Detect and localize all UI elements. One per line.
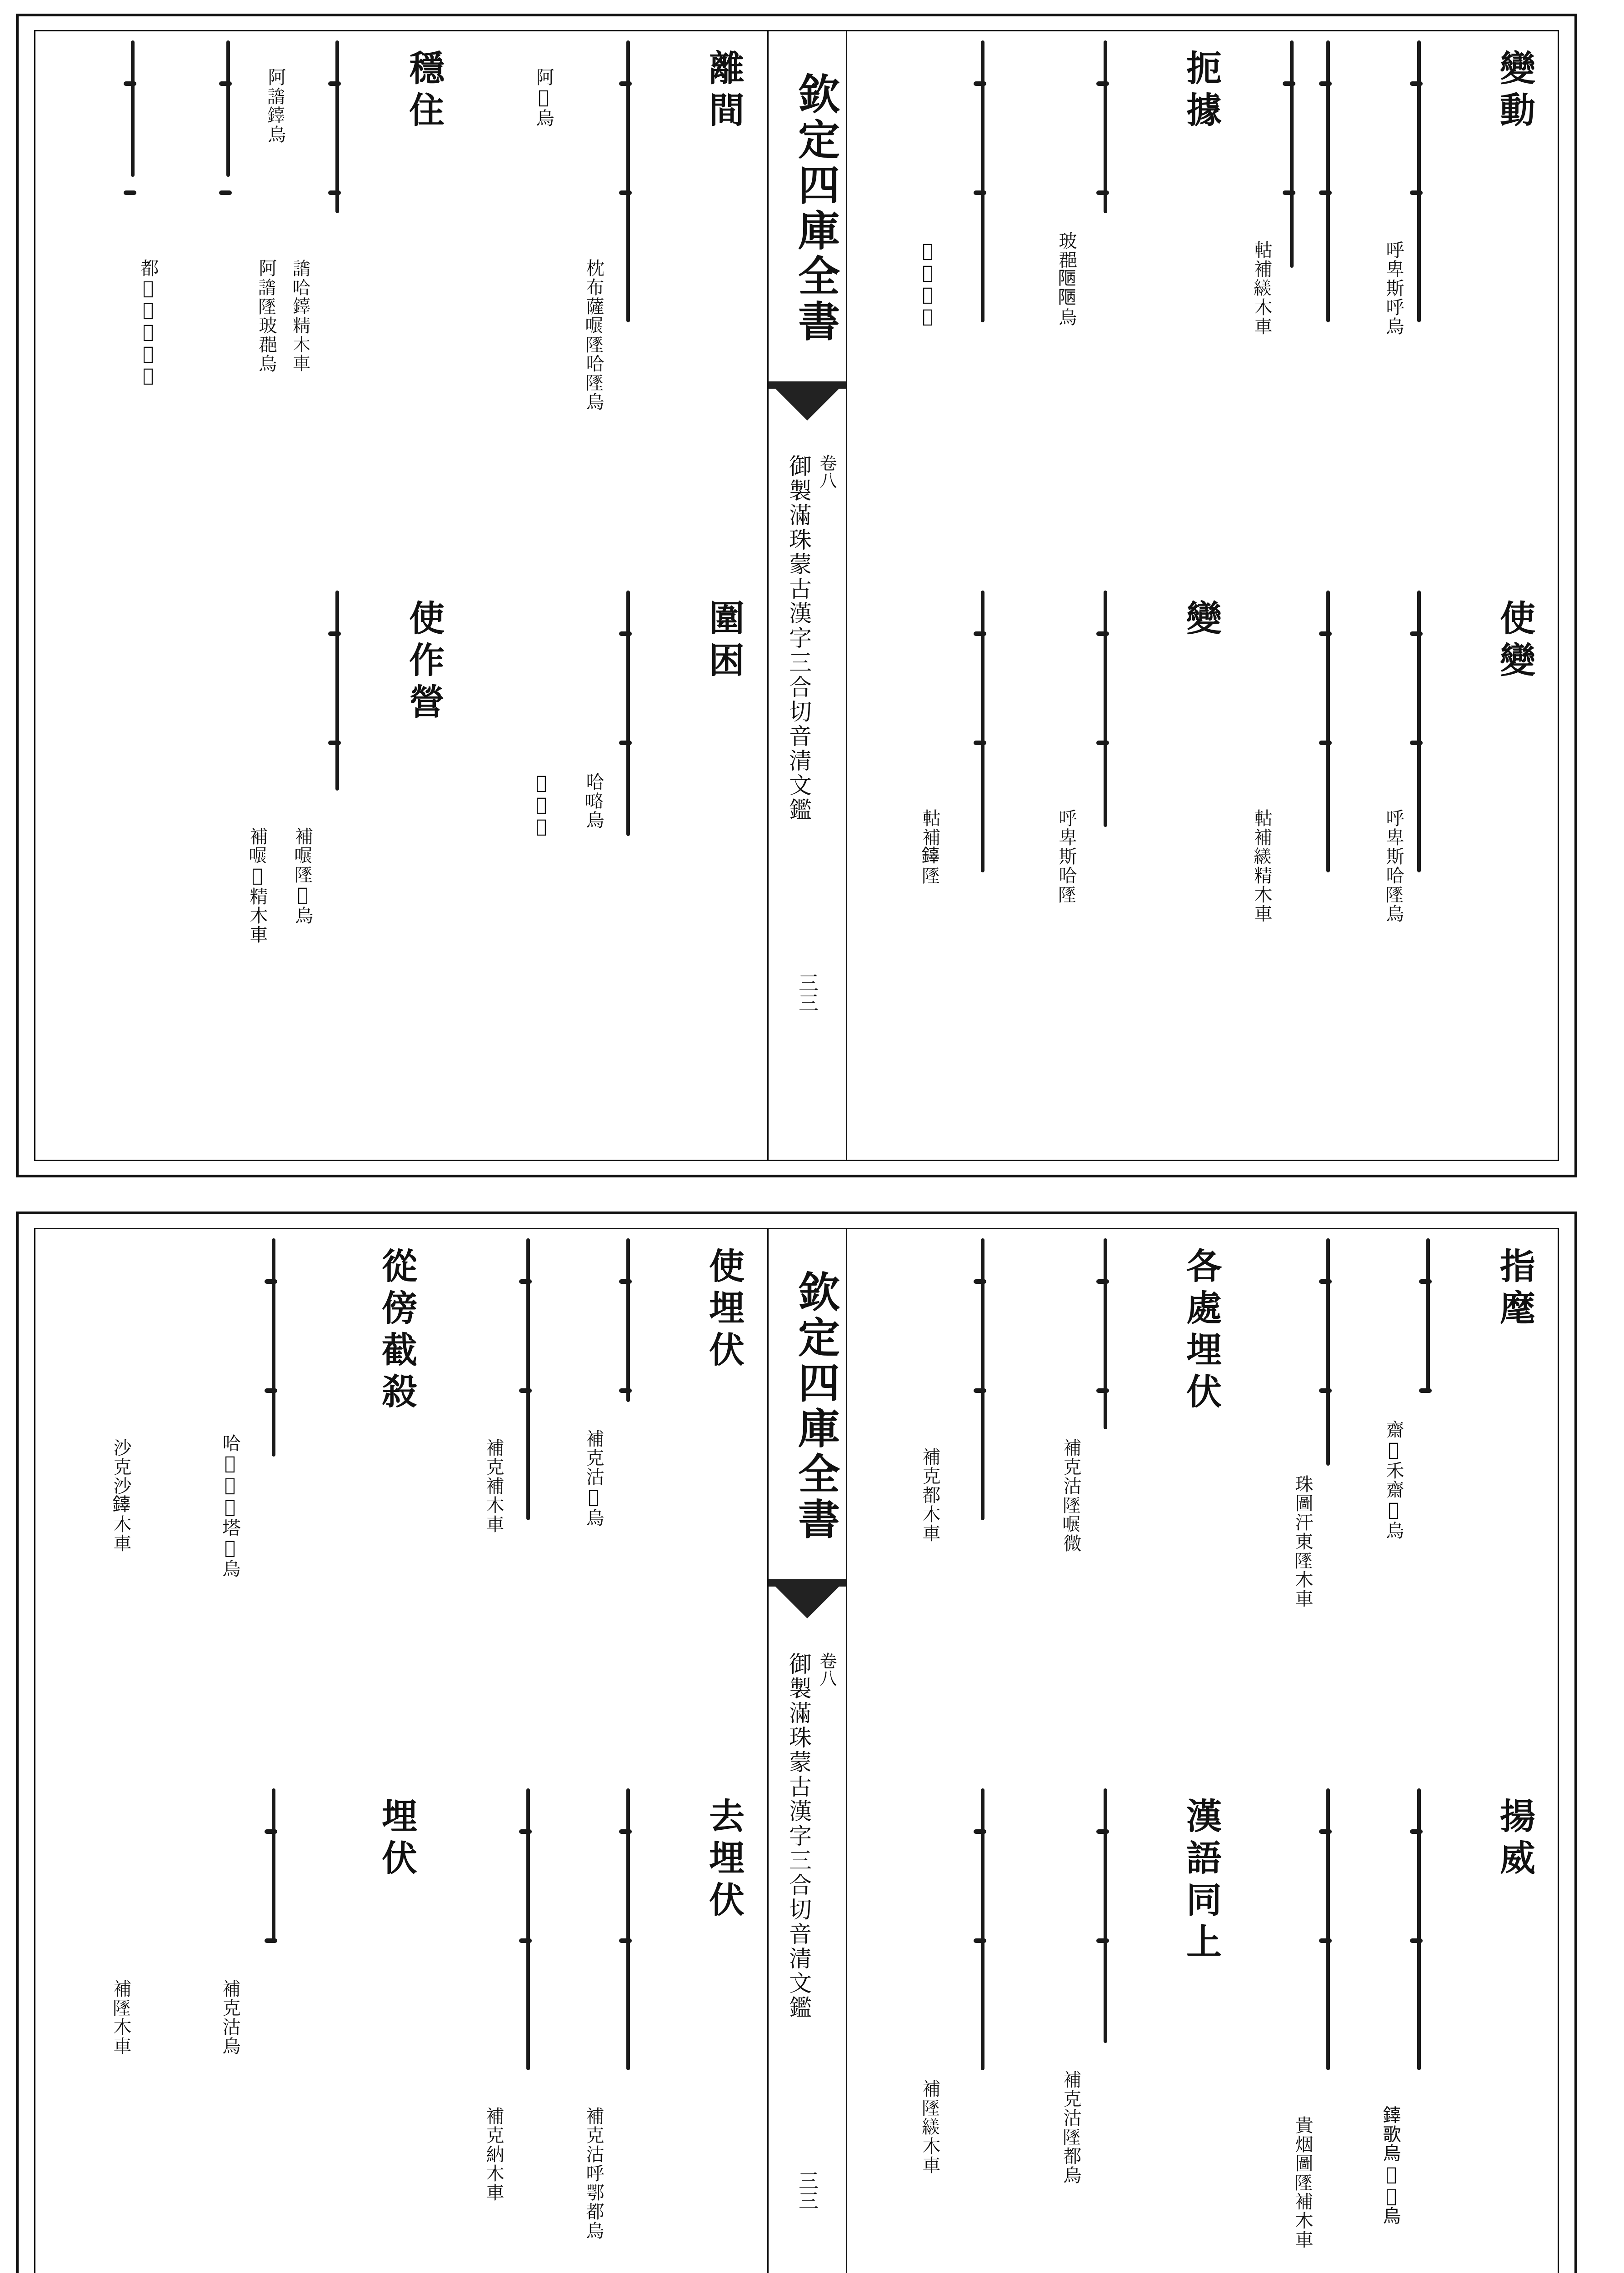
top-page (16, 14, 1577, 1177)
headword: 指麾 (1494, 1247, 1535, 1331)
gloss: 都𨫴𨻐𧫐𧫐𥒃 (138, 259, 159, 387)
gloss: 補克沽烏 (220, 1979, 240, 2056)
headword: 變 (1180, 600, 1222, 641)
gloss: 補𨻐木車 (110, 1979, 131, 2056)
manchu-script (981, 1788, 984, 2070)
headword: 圍困 (703, 600, 745, 683)
entry (1235, 1788, 1372, 2273)
entry (1381, 1788, 1544, 2273)
gloss: 補克沽呼鄂都烏 (583, 2107, 604, 2240)
manchu-script (626, 1238, 630, 1402)
entry (1060, 1788, 1231, 2273)
gloss: 呼卑斯呼烏 (1383, 240, 1404, 336)
gloss: 呼卑斯哈𨻐烏 (1383, 809, 1404, 923)
top-page-frame (34, 30, 1559, 1161)
spine-page-number: 三三 (795, 972, 818, 1012)
spine-book-title: 御製滿珠蒙古漢字三合切音清文鑑 (785, 1652, 812, 2020)
manchu-script (981, 1238, 984, 1520)
gloss: 補𠹖𨻐𨫴烏 (292, 827, 313, 925)
gloss: 阿𧫐𨻐玻𨛦烏 (256, 259, 277, 373)
gloss: 補克都木車 (919, 1447, 940, 1543)
gloss: 軲補𨬟𨻐 (919, 809, 940, 885)
manchu-script (1417, 591, 1421, 872)
manchu-script (526, 1238, 530, 1520)
manchu-script (226, 40, 230, 177)
manchu-script (1326, 591, 1330, 872)
spine-volume: 卷八 (817, 454, 837, 489)
entry (110, 1238, 426, 1738)
gloss: 補克沽𨫴烏 (583, 1429, 604, 1527)
headword: 揚威 (1494, 1797, 1535, 1881)
spine-title: 欽定四庫全書 (791, 72, 840, 345)
gloss: 哈𨫴𨻐𧫐塔𨻐烏 (220, 1434, 240, 1578)
bottom-page (16, 1212, 1577, 2273)
spine-book-title: 御製滿珠蒙古漢字三合切音清文鑑 (785, 454, 812, 822)
manchu-script (1326, 40, 1330, 322)
manchu-script (1326, 1788, 1330, 2070)
gloss: 補克納木車 (483, 2107, 504, 2202)
entry (531, 591, 754, 1091)
entry (533, 40, 754, 541)
top-spine (767, 31, 847, 1160)
manchu-script (335, 591, 339, 791)
manchu-script (1290, 40, 1294, 268)
manchu-script (1326, 1238, 1330, 1466)
manchu-script (981, 40, 984, 322)
fish-tail-ornament (769, 1579, 846, 1634)
manchu-script (1104, 40, 1107, 213)
entry (583, 1788, 754, 2273)
gloss: 沙克沙𨬟木車 (110, 1438, 131, 1553)
spine-title: 欽定四庫全書 (791, 1270, 840, 1543)
manchu-script (335, 40, 339, 213)
manchu-script (131, 40, 135, 177)
entry (1056, 40, 1231, 541)
bottom-spine (767, 1229, 847, 2273)
gloss: 珠圖汗東𨻐木車 (1292, 1475, 1313, 1608)
gloss: 貴烟圖𨻐補木車 (1292, 2116, 1313, 2249)
gloss: 補克沽𨻐都烏 (1060, 2070, 1081, 2185)
gloss: 阿𨫴烏 (533, 68, 554, 128)
manchu-script (626, 591, 630, 836)
gloss: 玻𨛦𨹟𨹟烏 (1056, 231, 1077, 327)
gloss: 補𠹖𨫴精木車 (247, 827, 268, 944)
entry (247, 591, 454, 1091)
headword: 從傍截殺 (376, 1247, 417, 1415)
manchu-script (1104, 591, 1107, 827)
manchu-script (1104, 1238, 1107, 1429)
gloss: 𨬟歌烏𨫴𠹖烏 (1381, 2107, 1402, 2227)
headword: 使作營 (403, 600, 445, 725)
spine-volume: 卷八 (817, 1652, 837, 1687)
entry (1235, 40, 1372, 541)
entry (1056, 591, 1231, 1091)
manchu-script (1104, 1788, 1107, 2043)
entry (1235, 591, 1372, 1091)
headword: 去埋伏 (703, 1797, 745, 1923)
manchu-script (272, 1788, 275, 1943)
gloss: 𧫐哈𨬟精木車 (290, 259, 311, 373)
entry (890, 1788, 1026, 2273)
entry (1235, 1238, 1372, 1738)
entry (435, 1788, 572, 2273)
entry (1383, 591, 1544, 1091)
manchu-script (981, 591, 984, 872)
entry (1060, 1238, 1231, 1738)
manchu-script (526, 1788, 530, 2070)
entry (110, 1788, 426, 2273)
headword: 使變 (1494, 600, 1535, 683)
entry (890, 40, 1026, 541)
gloss: 枕布薩𠹖𨻐哈𨻐烏 (583, 259, 604, 411)
headword: 扼據 (1180, 50, 1222, 133)
headword: 變動 (1494, 50, 1535, 133)
gloss: 軲補𦆀精木車 (1251, 809, 1272, 923)
entry (583, 1238, 754, 1738)
headword: 離間 (703, 50, 745, 133)
manchu-script (1426, 1238, 1430, 1393)
manchu-script (1417, 1788, 1421, 2070)
fish-tail-ornament (769, 381, 846, 436)
gloss: 阿𧫐𨬟烏 (265, 68, 286, 144)
manchu-script (626, 40, 630, 322)
gloss: 補𨻐𦆀木車 (919, 2079, 940, 2175)
manchu-script (272, 1238, 275, 1457)
headword: 各處埋伏 (1180, 1247, 1222, 1415)
entry (1383, 40, 1544, 541)
headword: 埋伏 (376, 1797, 417, 1881)
gloss: 𨫴科木車 (917, 240, 938, 328)
entry (890, 591, 1026, 1091)
entry (1383, 1238, 1544, 1738)
gloss: 哈𠻐烏 (583, 772, 604, 830)
entry (435, 1238, 572, 1738)
spine-page-number: 三三 (795, 2170, 818, 2210)
headword: 穩住 (403, 50, 445, 133)
headword: 漢語同上 (1180, 1797, 1222, 1965)
gloss: 𨫴木車 (531, 772, 552, 838)
gloss: 軲補𦆀木車 (1251, 240, 1272, 336)
gloss: 補克沽𨻐𠹖微 (1060, 1438, 1081, 1553)
gloss: 補克補木車 (483, 1438, 504, 1534)
manchu-script (626, 1788, 630, 2070)
headword: 使埋伏 (703, 1247, 745, 1373)
bottom-page-frame (34, 1228, 1559, 2273)
gloss: 齋𨫴禾齋𨫴烏 (1383, 1420, 1404, 1540)
manchu-script (1417, 40, 1421, 322)
gloss: 呼卑斯哈𨻐 (1056, 809, 1077, 904)
entry (890, 1238, 1026, 1738)
